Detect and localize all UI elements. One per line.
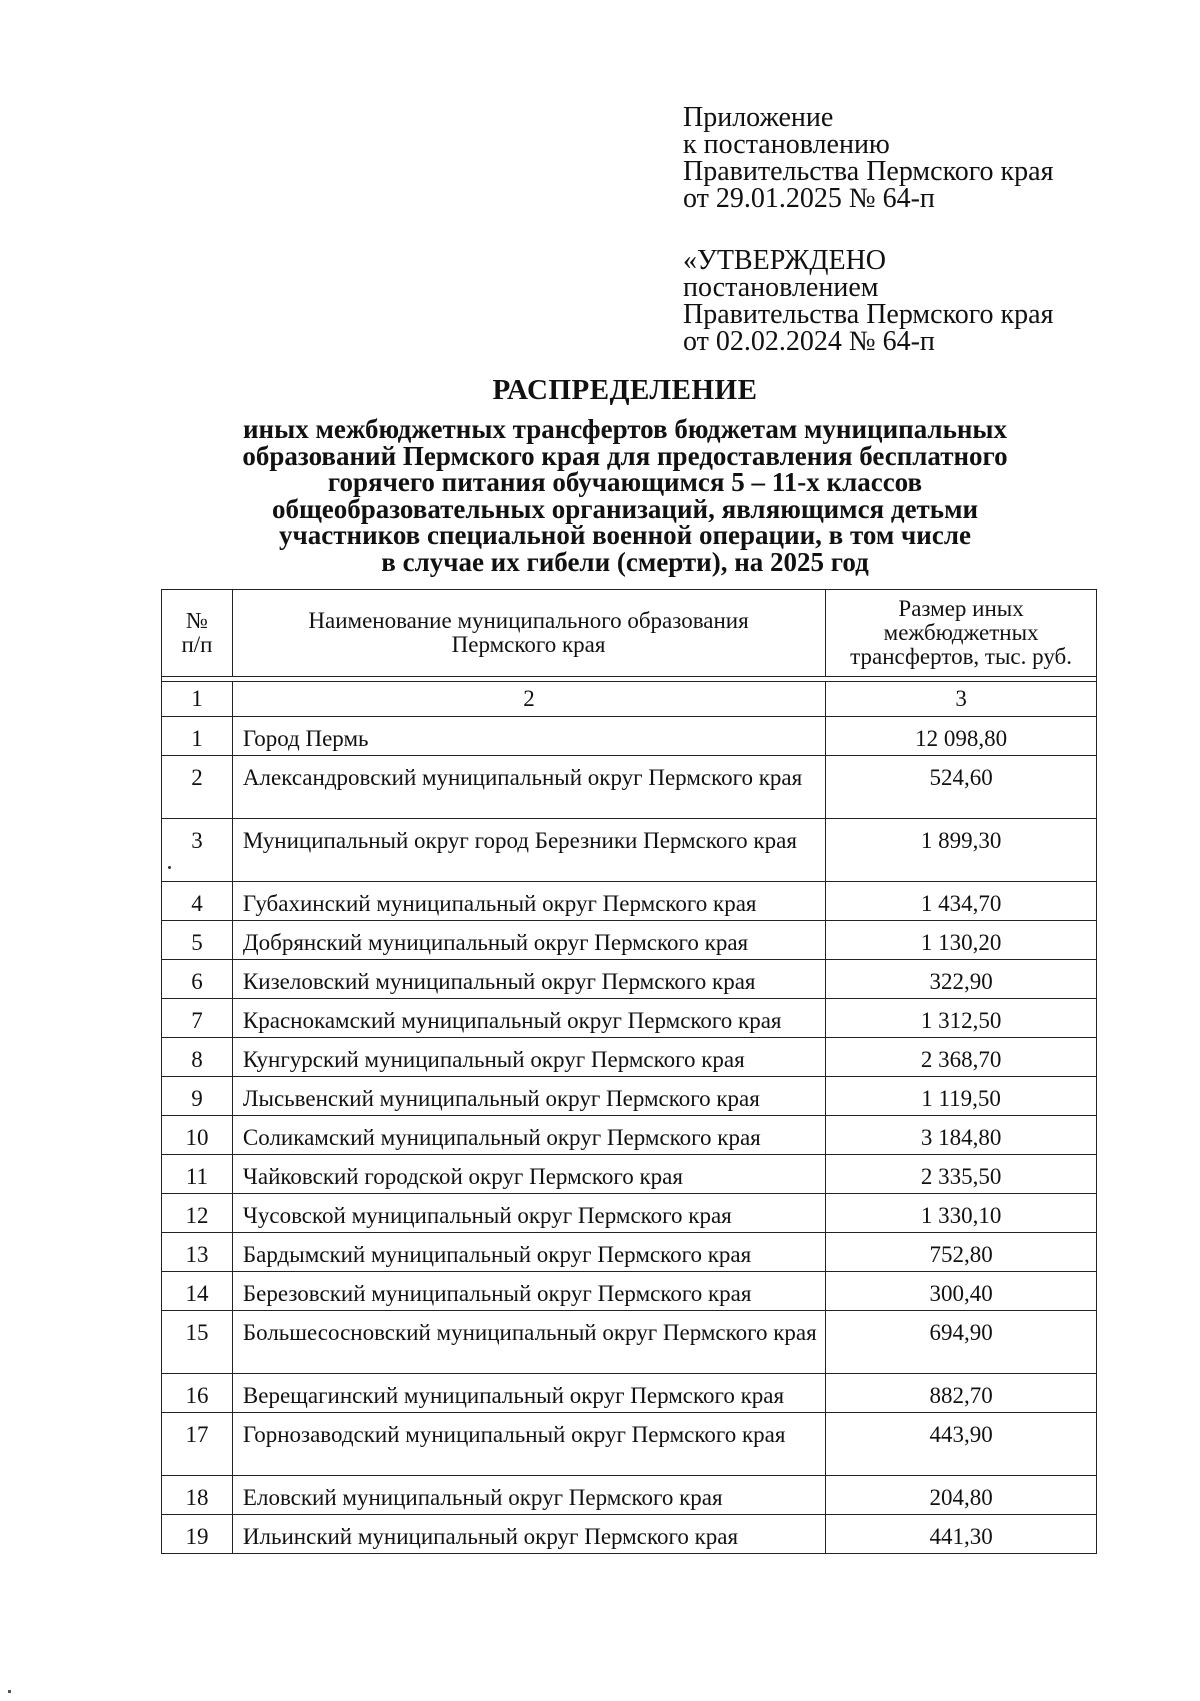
municipality-name-cell: Кунгурский муниципальный округ Пермского края xyxy=(232,1038,825,1077)
table-row xyxy=(162,1272,1097,1311)
appendix-line: от 29.01.2025 № 64-п xyxy=(683,183,935,214)
municipality-name-cell: Краснокамский муниципальный округ Пермского края xyxy=(232,999,825,1038)
transfer-amount-cell: 1 312,50 xyxy=(826,999,1097,1038)
transfer-amount-cell: 3 184,80 xyxy=(826,1116,1097,1155)
municipality-name-cell: Лысьвенский муниципальный округ Пермского края xyxy=(232,1077,825,1116)
header-number-line2: п/п xyxy=(181,631,213,657)
table-row xyxy=(162,999,1097,1038)
municipality-name-cell: Город Пермь xyxy=(232,717,825,756)
municipality-name-cell: Бардымский муниципальный округ Пермского края xyxy=(232,1233,825,1272)
transfer-amount-cell: 882,70 xyxy=(826,1374,1097,1413)
subtitle-line: горячего питания обучающимся 5 – 11-х классов xyxy=(327,467,923,497)
column-index-cell: 3 xyxy=(826,682,1097,717)
header-amount-line2: межбюджетных xyxy=(883,619,1039,645)
transfer-amount-cell: 694,90 xyxy=(826,1311,1097,1374)
appendix-line: Приложение xyxy=(683,102,834,133)
scan-speck xyxy=(168,866,171,869)
appendix-reference xyxy=(683,104,1053,212)
table-row xyxy=(162,1515,1097,1554)
header-municipality-name xyxy=(232,590,825,677)
document-subtitle xyxy=(0,416,1200,575)
row-number-cell: 11 xyxy=(162,1155,233,1194)
table-row xyxy=(162,1413,1097,1476)
header-name-line1: Наименование муниципального образования xyxy=(308,607,749,633)
table-row xyxy=(162,1194,1097,1233)
transfer-amount-cell: 1 119,50 xyxy=(826,1077,1097,1116)
distribution-table xyxy=(161,589,1097,1554)
row-number-cell: 2 xyxy=(162,756,233,819)
table-row xyxy=(162,1233,1097,1272)
municipality-name-cell: Чайковский городской округ Пермского края xyxy=(232,1155,825,1194)
header-name-line2: Пермского края xyxy=(451,631,606,657)
row-number-cell: 1 xyxy=(162,717,233,756)
transfer-amount-cell: 2 368,70 xyxy=(826,1038,1097,1077)
municipality-name-cell: Губахинский муниципальный округ Пермского края xyxy=(232,882,825,921)
header-number xyxy=(162,590,233,677)
table-row xyxy=(162,717,1097,756)
table-row xyxy=(162,882,1097,921)
approved-line: от 02.02.2024 № 64-п xyxy=(683,326,935,357)
row-number-cell: 12 xyxy=(162,1194,233,1233)
municipality-name-cell: Большесосновский муниципальный округ Пермского края xyxy=(232,1311,825,1374)
table-row xyxy=(162,819,1097,882)
approved-line: постановлением xyxy=(683,272,879,303)
municipality-name-cell: Верещагинский муниципальный округ Пермского края xyxy=(232,1374,825,1413)
row-number-cell: 19 xyxy=(162,1515,233,1554)
row-number-cell: 14 xyxy=(162,1272,233,1311)
municipality-name-cell: Александровский муниципальный округ Пермского края xyxy=(232,756,825,819)
municipality-name-cell: Березовский муниципальный округ Пермского края xyxy=(232,1272,825,1311)
table-row xyxy=(162,1116,1097,1155)
header-amount-line1: Размер иных xyxy=(898,595,1024,621)
appendix-line: Правительства Пермского края xyxy=(683,156,1054,187)
row-number-cell: 17 xyxy=(162,1413,233,1476)
scan-speck xyxy=(8,1690,11,1693)
row-number-cell: 5 xyxy=(162,921,233,960)
row-number-cell: 15 xyxy=(162,1311,233,1374)
column-index-cell: 2 xyxy=(232,682,825,717)
municipality-name-cell: Горнозаводский муниципальный округ Пермского края xyxy=(232,1413,825,1476)
table-row xyxy=(162,1311,1097,1374)
table-row xyxy=(162,921,1097,960)
subtitle-line: участников специальной военной операции, в том числе xyxy=(279,520,971,550)
row-number-cell: 10 xyxy=(162,1116,233,1155)
municipality-name-cell: Еловский муниципальный округ Пермского края xyxy=(232,1476,825,1515)
row-number-cell: 18 xyxy=(162,1476,233,1515)
table-row xyxy=(162,1038,1097,1077)
municipality-name-cell: Соликамский муниципальный округ Пермского края xyxy=(232,1116,825,1155)
transfer-amount-cell: 12 098,80 xyxy=(826,717,1097,756)
transfer-amount-cell: 322,90 xyxy=(826,960,1097,999)
table-row xyxy=(162,1155,1097,1194)
transfer-amount-cell: 443,90 xyxy=(826,1413,1097,1476)
subtitle-line: иных межбюджетных трансфертов бюджетам муниципальных xyxy=(243,414,1007,444)
transfer-amount-cell: 1 330,10 xyxy=(826,1194,1097,1233)
header-number-line1: № xyxy=(185,607,208,633)
subtitle-line: образований Пермского края для предоставления бесплатного xyxy=(242,440,1008,471)
row-number-cell: 9 xyxy=(162,1077,233,1116)
table-row xyxy=(162,1476,1097,1515)
header-amount-line3: трансфертов, тыс. руб. xyxy=(850,643,1072,669)
subtitle-line: в случае их гибели (смерти), на 2025 год xyxy=(381,546,869,577)
column-index-cell: 1 xyxy=(162,682,233,717)
document-title: РАСПРЕДЕЛЕНИЕ xyxy=(492,374,758,406)
municipality-name-cell: Кизеловский муниципальный округ Пермского края xyxy=(232,960,825,999)
header-amount xyxy=(826,590,1097,677)
row-number-cell: 4 xyxy=(162,882,233,921)
municipality-name-cell: Ильинский муниципальный округ Пермского края xyxy=(232,1515,825,1554)
row-number-cell: 13 xyxy=(162,1233,233,1272)
table-row xyxy=(162,1077,1097,1116)
transfer-amount-cell: 2 335,50 xyxy=(826,1155,1097,1194)
transfer-amount-cell: 1 434,70 xyxy=(826,882,1097,921)
transfer-amount-cell: 300,40 xyxy=(826,1272,1097,1311)
transfer-amount-cell: 1 899,30 xyxy=(826,819,1097,882)
approved-line: Правительства Пермского края xyxy=(683,299,1054,330)
approved-line: «УТВЕРЖДЕНО xyxy=(683,245,887,276)
row-number-cell: 3 xyxy=(162,819,233,882)
table-row xyxy=(162,1374,1097,1413)
row-number-cell: 7 xyxy=(162,999,233,1038)
row-number-cell: 8 xyxy=(162,1038,233,1077)
transfer-amount-cell: 441,30 xyxy=(826,1515,1097,1554)
transfer-amount-cell: 204,80 xyxy=(826,1476,1097,1515)
transfer-amount-cell: 524,60 xyxy=(826,756,1097,819)
column-index-row xyxy=(162,682,1097,717)
approval-stamp-text xyxy=(683,247,1053,355)
row-number-cell: 16 xyxy=(162,1374,233,1413)
table-row xyxy=(162,756,1097,819)
municipality-name-cell: Добрянский муниципальный округ Пермского края xyxy=(232,921,825,960)
municipality-name-cell: Муниципальный округ город Березники Пермского края xyxy=(232,819,825,882)
municipality-name-cell: Чусовской муниципальный округ Пермского края xyxy=(232,1194,825,1233)
transfer-amount-cell: 752,80 xyxy=(826,1233,1097,1272)
transfer-amount-cell: 1 130,20 xyxy=(826,921,1097,960)
table-row xyxy=(162,960,1097,999)
table-header-row xyxy=(162,590,1097,677)
row-number-cell: 6 xyxy=(162,960,233,999)
appendix-line: к постановлению xyxy=(683,129,890,160)
subtitle-line: общеобразовательных организаций, являющимся детьми xyxy=(271,493,979,524)
